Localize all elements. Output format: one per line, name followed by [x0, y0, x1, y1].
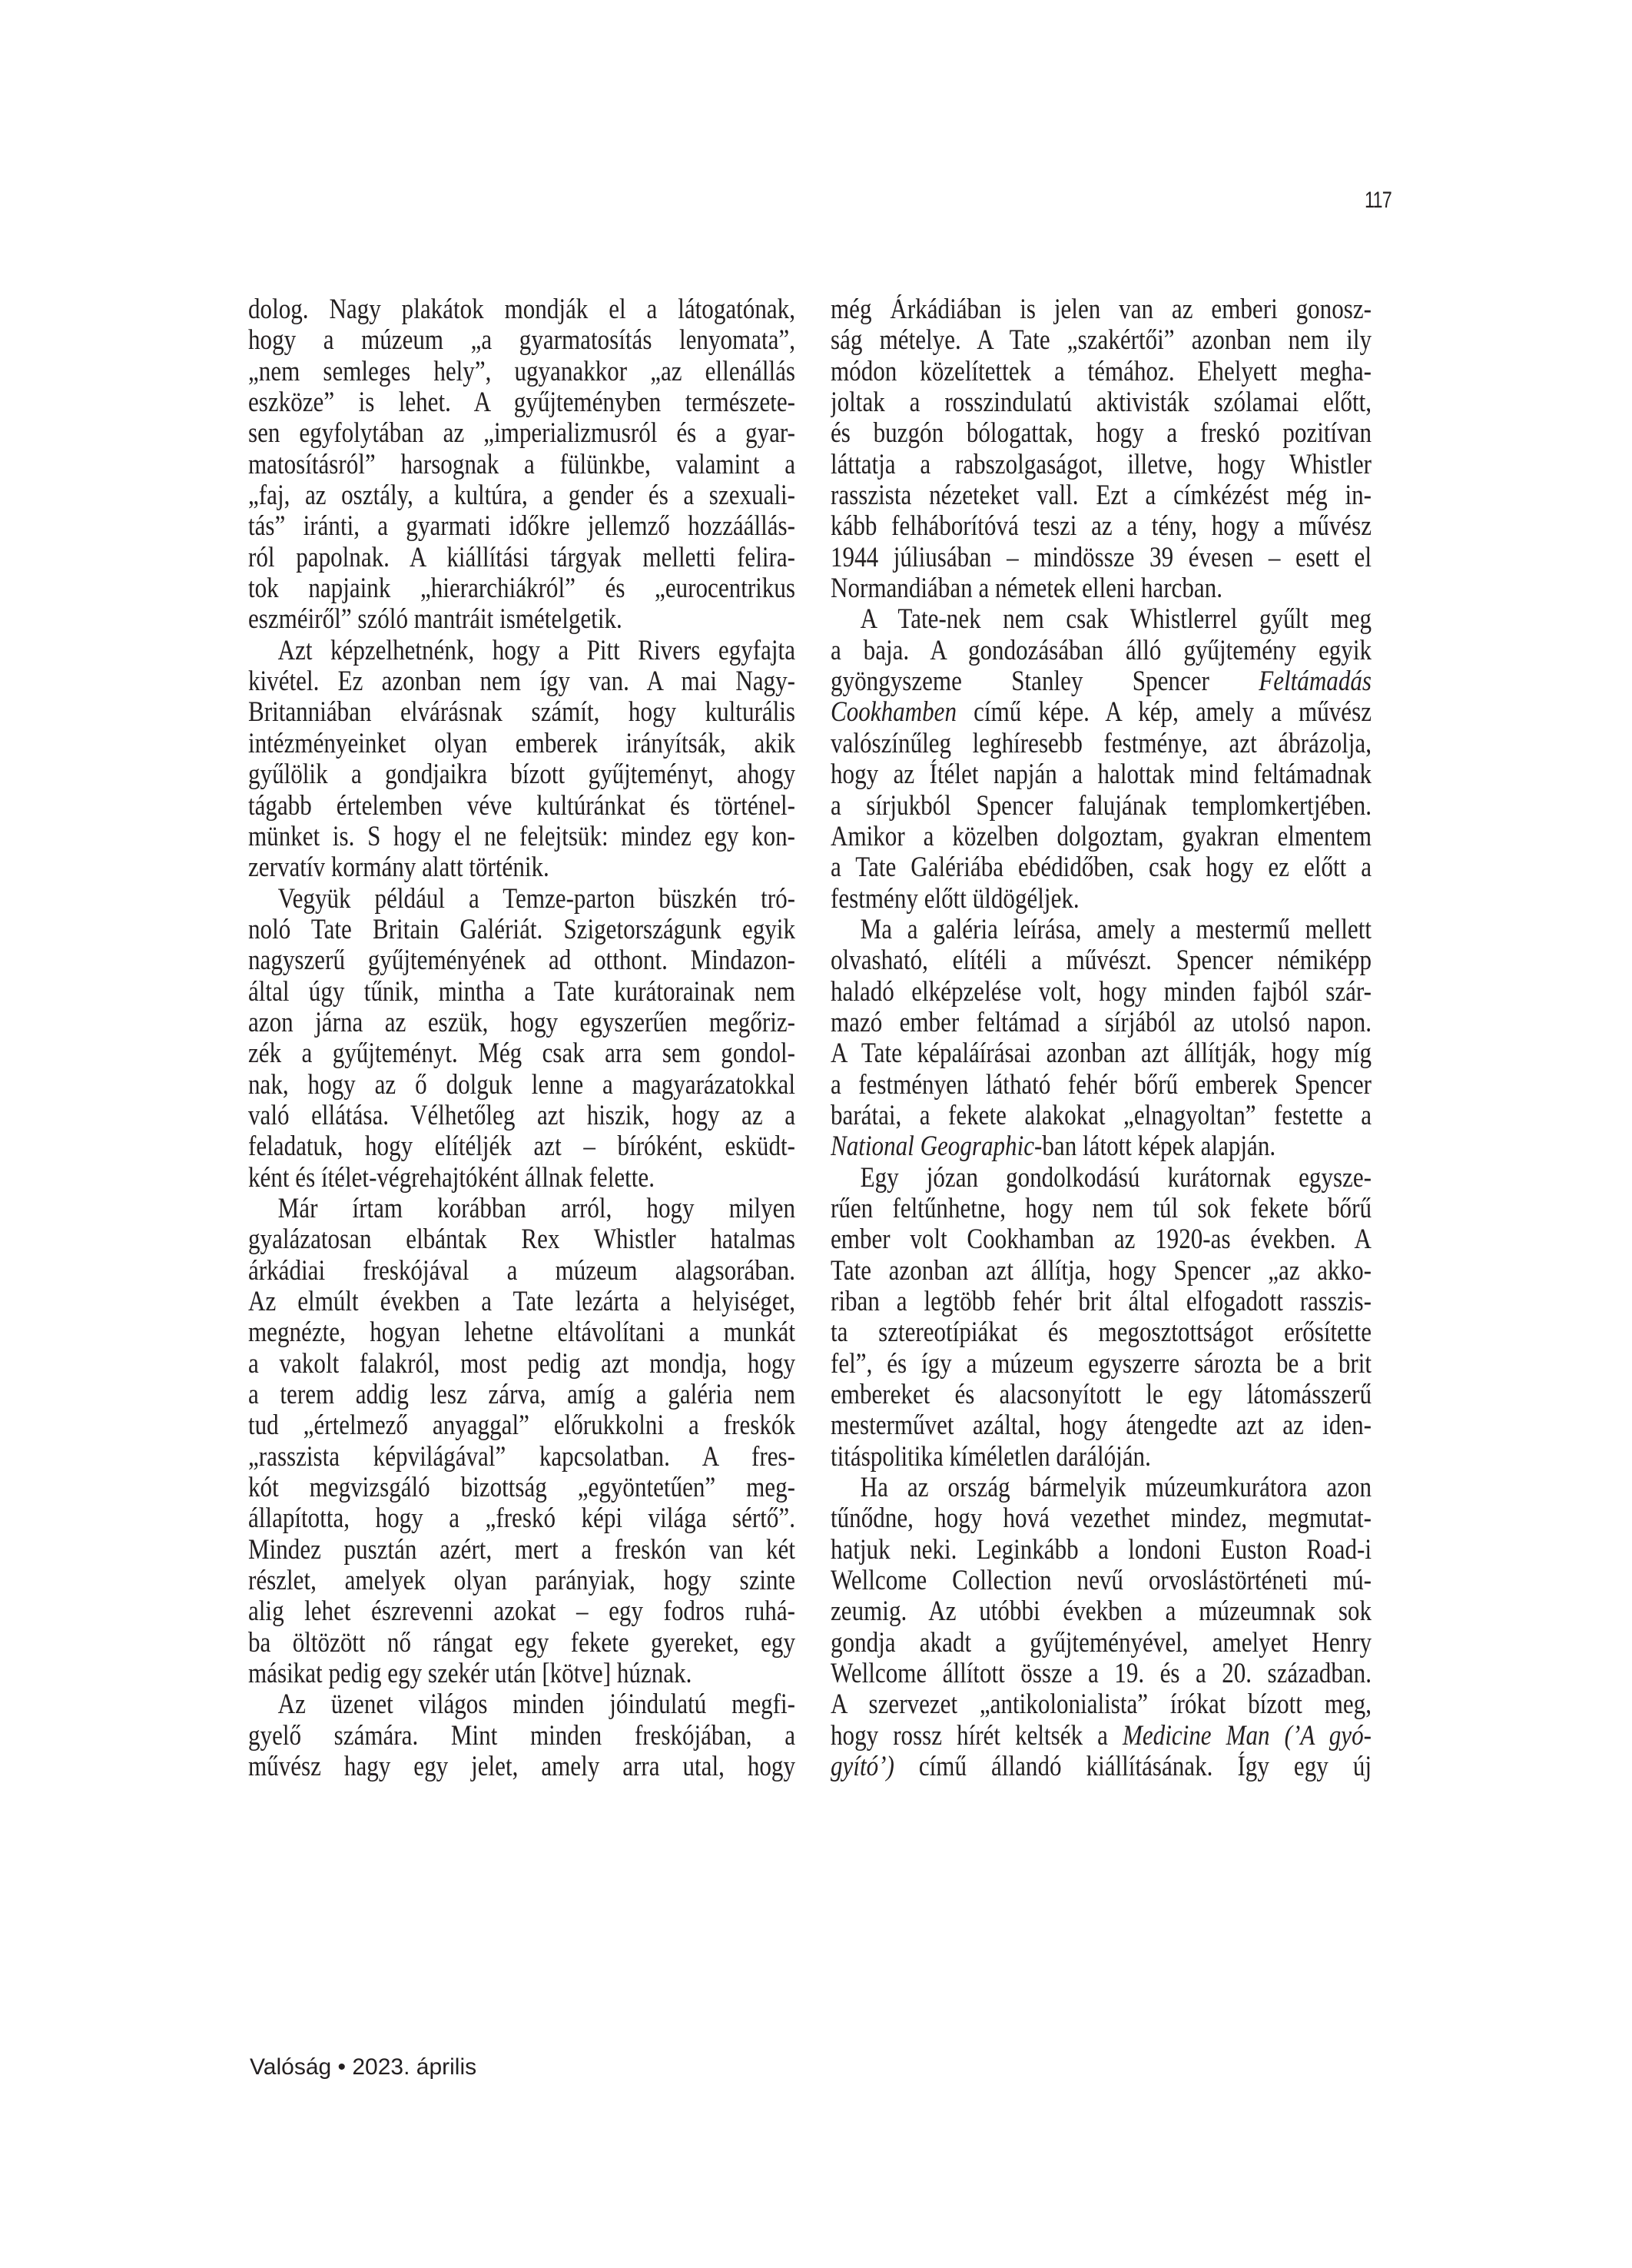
text-line	[831, 1194, 1372, 1224]
text-line	[248, 1410, 795, 1441]
text-line	[248, 325, 795, 356]
text-line	[831, 1101, 1372, 1131]
text-line-content	[831, 1224, 1372, 1255]
italic-title: National Geographic	[831, 1131, 1035, 1163]
text-run: ember volt Cookhamban az 1920-as években. A	[831, 1224, 1372, 1256]
text-line	[831, 1689, 1372, 1720]
text-line-content	[248, 697, 795, 728]
text-line	[831, 977, 1372, 1008]
text-run: Ha az ország bármelyik múzeumkurátora azon	[860, 1473, 1372, 1504]
italic-title: Cookhamben	[831, 697, 957, 729]
text-line	[248, 1131, 795, 1162]
text-run: részlet, amelyek olyan parányiak, hogy szinte	[248, 1566, 795, 1597]
text-line-content	[248, 418, 795, 449]
text-line	[831, 1535, 1372, 1566]
footer-journal-issue: Valóság • 2023. április	[250, 2054, 477, 2080]
text-line	[248, 511, 795, 542]
text-run: Már írtam korábban arról, hogy milyen	[277, 1193, 795, 1224]
text-line-content	[831, 1317, 1372, 1348]
text-line-content	[831, 1659, 1372, 1689]
text-line	[248, 294, 795, 325]
text-line	[248, 1442, 795, 1473]
text-line-content	[831, 604, 1372, 635]
text-line-content	[831, 1349, 1372, 1380]
text-line	[248, 1535, 795, 1566]
text-line	[248, 791, 795, 822]
text-line-content	[248, 1380, 795, 1410]
text-run: „nem semleges hely”, ugyanakkor „az ellenállás	[248, 356, 795, 387]
text-line-content	[831, 1721, 1372, 1752]
text-line-content	[831, 1038, 1372, 1069]
text-run: riban a legtöbb fehér brit által elfogadott rasszis-	[831, 1287, 1372, 1317]
text-line-content	[248, 915, 795, 945]
text-line	[831, 791, 1372, 822]
text-line-content	[248, 945, 795, 976]
text-run: nagyszerű gyűjteményének ad otthont. Mindazon-	[248, 945, 795, 977]
text-line	[831, 1721, 1372, 1752]
text-run: gondja akadt a gyűjteményével, amelyet Henry	[831, 1627, 1372, 1659]
text-line-content	[831, 852, 1372, 883]
text-line	[831, 1131, 1372, 1162]
text-line-content	[248, 1442, 795, 1473]
text-line	[831, 1163, 1372, 1194]
text-line	[831, 604, 1372, 635]
text-line-content	[831, 697, 1372, 728]
text-line	[831, 357, 1372, 387]
text-line-content	[248, 1163, 795, 1194]
text-run: embereket és alacsonyított le egy látomásszerű	[831, 1380, 1372, 1411]
text-line-content	[248, 294, 795, 325]
text-line-content	[831, 1596, 1372, 1627]
text-run: módon közelítettek a témához. Ehelyett megha-	[831, 356, 1372, 387]
text-line-content	[248, 1659, 795, 1689]
text-run: hogy rossz hírét keltsék a	[831, 1720, 1123, 1752]
text-line	[831, 1380, 1372, 1410]
text-run: matosításról” harsognak a fülünkbe, valamint a	[248, 449, 795, 480]
text-run: másikat pedig egy szekér után [kötve] húznak.	[248, 1659, 692, 1690]
text-line-content	[248, 1349, 795, 1380]
text-line-content	[248, 480, 795, 511]
text-line	[248, 1317, 795, 1348]
text-line-content	[831, 759, 1372, 790]
text-line	[831, 915, 1372, 945]
text-run: zervatív kormány alatt történik.	[248, 852, 549, 884]
text-run: „faj, az osztály, a kultúra, a gender és a szexuali-	[248, 480, 795, 512]
text-run: tás” iránti, a gyarmati időkre jellemző hozzáállás-	[248, 511, 795, 543]
text-line	[248, 1721, 795, 1752]
text-line-content	[248, 1752, 795, 1782]
text-run: Tate azonban azt állítja, hogy Spencer „az akko-	[831, 1255, 1372, 1287]
text-line	[248, 1101, 795, 1131]
text-line-content	[248, 543, 795, 573]
text-run: titáspolitika kíméletlen darálóján.	[831, 1441, 1151, 1473]
text-run: tud „értelmező anyaggal” előrukkolni a freskók	[248, 1410, 795, 1442]
text-line	[831, 1442, 1372, 1473]
text-line-content	[248, 1473, 795, 1503]
text-run: ba öltözött nő rángat egy fekete gyereket, egy	[248, 1627, 795, 1659]
text-run: Az elmúlt években a Tate lezárta a helyiséget,	[248, 1287, 795, 1317]
text-line-content	[248, 1317, 795, 1348]
text-line-content	[831, 977, 1372, 1008]
left-column	[248, 294, 795, 1783]
text-line	[248, 1070, 795, 1101]
italic-title: gyító’)	[831, 1752, 894, 1783]
text-line	[248, 636, 795, 666]
text-run: mazó ember feltámad a sírjából az utolsó napon.	[831, 1007, 1372, 1038]
text-run: 1944 júliusában – mindössze 39 évesen – esett el	[831, 542, 1372, 573]
text-line-content	[831, 1287, 1372, 1317]
right-column	[831, 294, 1372, 1783]
text-line	[248, 1349, 795, 1380]
text-line	[831, 1566, 1372, 1596]
text-run: a baja. A gondozásában álló gyűjtemény egyik	[831, 635, 1372, 666]
text-run: ról papolnak. A kiállítási tárgyak melletti felira-	[248, 542, 795, 573]
text-line-content	[831, 294, 1372, 325]
text-line	[248, 915, 795, 945]
text-line-content	[831, 325, 1372, 356]
text-line	[248, 418, 795, 449]
text-line-content	[248, 729, 795, 759]
text-run: Amikor a közelben dolgoztam, gyakran elmentem	[831, 821, 1372, 852]
text-run: rűen feltűnhetne, hogy nem túl sok fekete bőrű	[831, 1193, 1372, 1224]
text-line-content	[248, 573, 795, 604]
text-line-content	[248, 1689, 795, 1720]
text-run: Vegyük például a Temze-parton büszkén tró-	[277, 883, 795, 915]
text-line	[831, 418, 1372, 449]
italic-title: Medicine Man (’A gyó-	[1122, 1720, 1372, 1752]
text-line-content	[248, 1628, 795, 1659]
text-line-content	[248, 1194, 795, 1224]
text-run: gyűlölik a gondjaikra bízott gyűjteményt, ahogy	[248, 759, 795, 791]
text-line-content	[831, 1566, 1372, 1596]
text-line-content	[248, 884, 795, 915]
page-number: 117	[1365, 188, 1392, 213]
text-run: alig lehet észrevenni azokat – egy fodros ruhá-	[248, 1596, 795, 1628]
text-run: azon járna az eszük, hogy egyszerűen megőriz-	[248, 1007, 795, 1038]
text-line-content	[248, 1287, 795, 1317]
text-run: a festményen látható fehér bőrű emberek Spencer	[831, 1069, 1372, 1101]
text-line-content	[248, 511, 795, 542]
text-line	[831, 1287, 1372, 1317]
text-line	[831, 666, 1372, 697]
text-line-content	[248, 1131, 795, 1162]
text-line	[248, 1689, 795, 1720]
text-run: a Tate Galériába ebédidőben, csak hogy ez előtt a	[831, 852, 1372, 884]
text-run: dolog. Nagy plakátok mondják el a látogatónak,	[248, 294, 795, 325]
text-run: még Árkádiában is jelen van az emberi gonosz-	[831, 294, 1372, 325]
text-run: kót megvizsgáló bizottság „egyöntetűen” meg-	[248, 1473, 795, 1504]
text-run: eszköze” is lehet. A gyűjteményben természete-	[248, 387, 795, 419]
text-line-content	[831, 1752, 1372, 1782]
text-line-content	[248, 1535, 795, 1566]
text-run: Azt képzelhetnénk, hogy a Pitt Rivers egyfajta	[277, 635, 795, 666]
text-line	[248, 1752, 795, 1782]
text-line	[248, 977, 795, 1008]
text-run: tágabb értelemben véve kultúránkat és történel-	[248, 790, 795, 822]
text-run: és buzgón bólogattak, hogy a freskó pozitívan	[831, 418, 1372, 450]
text-line-content	[831, 1101, 1372, 1131]
text-run: tűnődne, hogy hová vezethet mindez, megmutat-	[831, 1503, 1372, 1535]
text-line-content	[831, 1473, 1372, 1503]
text-run: a sírjukból Spencer falujának templomkertjében.	[831, 790, 1372, 822]
text-run: münket is. S hogy el ne felejtsük: mindez egy kon-	[248, 821, 795, 852]
text-line-content	[831, 791, 1372, 822]
text-line-content	[831, 387, 1372, 418]
text-line-content	[831, 666, 1372, 697]
text-run: gyöngyszeme Stanley Spencer	[831, 666, 1259, 698]
text-run: A Tate-nek nem csak Whistlerrel gyűlt meg	[860, 604, 1372, 636]
text-run: festmény előtt üldögéljek.	[831, 883, 1080, 915]
text-line	[248, 573, 795, 604]
text-line	[831, 729, 1372, 759]
text-run: zeumig. Az utóbbi években a múzeumnak sok	[831, 1596, 1372, 1628]
text-line	[248, 450, 795, 480]
text-run: zék a gyűjteményt. Még csak arra sem gondol-	[248, 1038, 795, 1070]
text-line	[248, 1380, 795, 1410]
text-line	[831, 1628, 1372, 1659]
text-line	[248, 852, 795, 883]
text-line	[831, 1256, 1372, 1287]
text-line-content	[248, 977, 795, 1008]
text-line-content	[248, 666, 795, 697]
text-line	[831, 1317, 1372, 1348]
text-run: Mindez pusztán azért, mert a freskón van két	[248, 1534, 795, 1566]
text-run: „rasszista képvilágával” kapcsolatban. A fres-	[248, 1441, 795, 1473]
text-run: ta sztereotípiákat és megosztottságot erősítette	[831, 1317, 1372, 1349]
text-line-content	[248, 1503, 795, 1534]
text-run: a terem addig lesz zárva, amíg a galéria nem	[248, 1380, 795, 1411]
text-line-content	[831, 450, 1372, 480]
text-line	[831, 852, 1372, 883]
text-line-content	[831, 1628, 1372, 1659]
text-line	[831, 573, 1372, 604]
text-line-content	[248, 1224, 795, 1255]
text-line	[831, 1224, 1372, 1255]
text-run: barátai, a fekete alakokat „elnagyoltan” festette a	[831, 1100, 1372, 1131]
text-line-content	[831, 511, 1372, 542]
text-line-content	[831, 480, 1372, 511]
text-line	[831, 1349, 1372, 1380]
text-line-content	[248, 1256, 795, 1287]
text-line	[248, 1008, 795, 1038]
text-line	[248, 1596, 795, 1627]
text-run: tok napjaink „hierarchiákról” és „eurocentrikus	[248, 573, 795, 605]
text-line	[248, 1256, 795, 1287]
text-run: mesterművet azáltal, hogy átengedte azt az iden-	[831, 1410, 1372, 1442]
text-line-content	[248, 1070, 795, 1101]
text-run: Egy józan gondolkodású kurátornak egysze-	[860, 1162, 1372, 1194]
text-line	[248, 604, 795, 635]
text-run: művész hagy egy jelet, amely arra utal, hogy	[248, 1752, 795, 1783]
text-line-content	[831, 1380, 1372, 1410]
text-line	[831, 480, 1372, 511]
text-line	[831, 1503, 1372, 1534]
text-run: Wellcome Collection nevű orvoslástörténeti mú-	[831, 1566, 1372, 1597]
text-line	[831, 1008, 1372, 1038]
text-line-content	[248, 822, 795, 852]
text-run: láttatja a rabszolgaságot, illetve, hogy Whistler	[831, 449, 1372, 480]
text-line	[831, 294, 1372, 325]
text-line-content	[248, 325, 795, 356]
text-run: gyalázatosan elbántak Rex Whistler hatalmas	[248, 1224, 795, 1256]
text-line-content	[248, 450, 795, 480]
text-line	[248, 1473, 795, 1503]
text-line-content	[831, 543, 1372, 573]
text-line-content	[831, 1503, 1372, 1534]
text-run: olvasható, elítéli a művészt. Spencer némiképp	[831, 945, 1372, 977]
text-line-content	[248, 636, 795, 666]
text-line	[248, 543, 795, 573]
text-line-content	[831, 1163, 1372, 1194]
text-line	[831, 1070, 1372, 1101]
text-run: kább felháborítóvá teszi az a tény, hogy a művész	[831, 511, 1372, 543]
text-line-content	[831, 1410, 1372, 1441]
text-line-content	[831, 1442, 1372, 1473]
text-line	[831, 1659, 1372, 1689]
text-line	[831, 387, 1372, 418]
text-line-content	[831, 729, 1372, 759]
text-line	[248, 1566, 795, 1596]
text-run: joltak a rosszindulatú aktivisták szólamai előtt,	[831, 387, 1372, 419]
text-run: fel”, és így a múzeum egyszerre sározta be a brit	[831, 1348, 1372, 1380]
text-run: gyelő számára. Mint minden freskójában, a	[248, 1720, 795, 1752]
text-line	[248, 387, 795, 418]
text-run: eszméiről” szóló mantráit ismételgetik.	[248, 604, 622, 636]
text-line	[248, 945, 795, 976]
text-run: című képe. A kép, amely a művész	[957, 697, 1372, 729]
text-run: haladó elképzelése volt, hogy minden fajból szár-	[831, 976, 1372, 1008]
text-run: által úgy tűnik, mintha a Tate kurátorainak nem	[248, 976, 795, 1008]
text-run: ság mételye. A Tate „szakértői” azonban nem ily	[831, 325, 1372, 357]
text-line-content	[831, 1131, 1372, 1162]
text-line-content	[248, 1566, 795, 1596]
text-run: sen egyfolytában az „imperializmusról és a gyar-	[248, 418, 795, 450]
text-run: hogy a múzeum „a gyarmatosítás lenyomata”,	[248, 325, 795, 357]
text-line	[248, 1224, 795, 1255]
text-line	[248, 1038, 795, 1069]
text-run: a vakolt falakról, most pedig azt mondja, hogy	[248, 1348, 795, 1380]
text-line-content	[248, 1101, 795, 1131]
text-line-content	[248, 1721, 795, 1752]
text-line-content	[248, 604, 795, 635]
text-line	[831, 1038, 1372, 1069]
text-line	[248, 357, 795, 387]
text-line-content	[831, 822, 1372, 852]
text-line	[831, 1410, 1372, 1441]
text-line-content	[831, 1689, 1372, 1720]
text-line	[248, 1659, 795, 1689]
text-line	[831, 450, 1372, 480]
text-run: hogy az Ítélet napján a halottak mind feltámadnak	[831, 759, 1372, 791]
text-line-content	[831, 418, 1372, 449]
text-line-content	[831, 1008, 1372, 1038]
text-line-content	[831, 636, 1372, 666]
text-line-content	[248, 1008, 795, 1038]
text-run: Wellcome állított össze a 19. és a 20. században.	[831, 1659, 1372, 1690]
text-line-content	[831, 1256, 1372, 1287]
text-run: noló Tate Britain Galériát. Szigetországunk egyik	[248, 914, 795, 945]
text-run: Az üzenet világos minden jóindulatú megfi-	[277, 1689, 795, 1721]
text-run: Ma a galéria leírása, amely a mestermű mellett	[860, 914, 1372, 945]
text-line-content	[248, 791, 795, 822]
text-line-content	[248, 1410, 795, 1441]
text-run: feladatuk, hogy elítéljék azt – bíróként, esküdt-	[248, 1131, 795, 1163]
text-line-content	[831, 1194, 1372, 1224]
text-line-content	[831, 945, 1372, 976]
text-run: Normandiában a németek elleni harcban.	[831, 573, 1222, 605]
text-run: ként és ítélet-végrehajtóként állnak felette.	[248, 1162, 655, 1194]
text-line-content	[248, 357, 795, 387]
text-line	[248, 1287, 795, 1317]
text-line-content	[831, 884, 1372, 915]
text-run: megnézte, hogyan lehetne eltávolítani a munkát	[248, 1317, 795, 1349]
text-line	[248, 822, 795, 852]
text-line	[248, 697, 795, 728]
text-line-content	[248, 1596, 795, 1627]
text-line-content	[248, 1038, 795, 1069]
text-run: A Tate képaláírásai azonban azt állítják, hogy míg	[831, 1038, 1372, 1070]
text-run: való ellátása. Vélhetőleg azt hiszik, hogy az a	[248, 1100, 795, 1131]
text-line	[831, 1473, 1372, 1503]
text-run: A szervezet „antikolonialista” írókat bízott meg,	[831, 1689, 1372, 1721]
text-run: című állandó kiállításának. Így egy új	[894, 1752, 1372, 1783]
text-run: Britanniában elvárásnak számít, hogy kulturális	[248, 697, 795, 729]
text-run: nak, hogy az ő dolguk lenne a magyarázatokkal	[248, 1069, 795, 1101]
text-line	[831, 636, 1372, 666]
text-line	[248, 480, 795, 511]
text-line	[248, 729, 795, 759]
text-line	[831, 945, 1372, 976]
text-line	[248, 1194, 795, 1224]
text-line-content	[831, 915, 1372, 945]
text-line-content	[831, 1070, 1372, 1101]
text-line	[248, 666, 795, 697]
text-line	[831, 697, 1372, 728]
text-run: kivétel. Ez azonban nem így van. A mai Nagy-	[248, 666, 795, 698]
text-run: intézményeinket olyan emberek irányítsák, akik	[248, 728, 795, 759]
text-line	[248, 759, 795, 790]
text-line-content	[248, 759, 795, 790]
text-line	[248, 1163, 795, 1194]
text-line	[831, 822, 1372, 852]
text-run: hatjuk neki. Leginkább a londoni Euston Road-i	[831, 1534, 1372, 1566]
text-line-content	[831, 1535, 1372, 1566]
text-line	[831, 511, 1372, 542]
text-run: valószínűleg leghíresebb festménye, azt ábrázolja,	[831, 728, 1372, 759]
text-run: árkádiai freskójával a múzeum alagsorában.	[248, 1255, 795, 1287]
text-line	[248, 1628, 795, 1659]
text-line	[831, 884, 1372, 915]
text-run: -ban látott képek alapján.	[1034, 1131, 1276, 1163]
text-run: állapította, hogy a „freskó képi világa sértő”.	[248, 1503, 795, 1535]
text-line-content	[831, 573, 1372, 604]
text-line	[831, 543, 1372, 573]
text-line	[831, 325, 1372, 356]
text-line-content	[248, 852, 795, 883]
italic-title: Feltámadás	[1259, 666, 1372, 698]
text-line	[248, 1503, 795, 1534]
text-line	[831, 759, 1372, 790]
text-line-content	[831, 357, 1372, 387]
text-line	[831, 1596, 1372, 1627]
text-run: rasszista nézeteket vall. Ezt a címkézést még in-	[831, 480, 1372, 512]
text-line	[831, 1752, 1372, 1782]
text-line	[248, 884, 795, 915]
text-line-content	[248, 387, 795, 418]
